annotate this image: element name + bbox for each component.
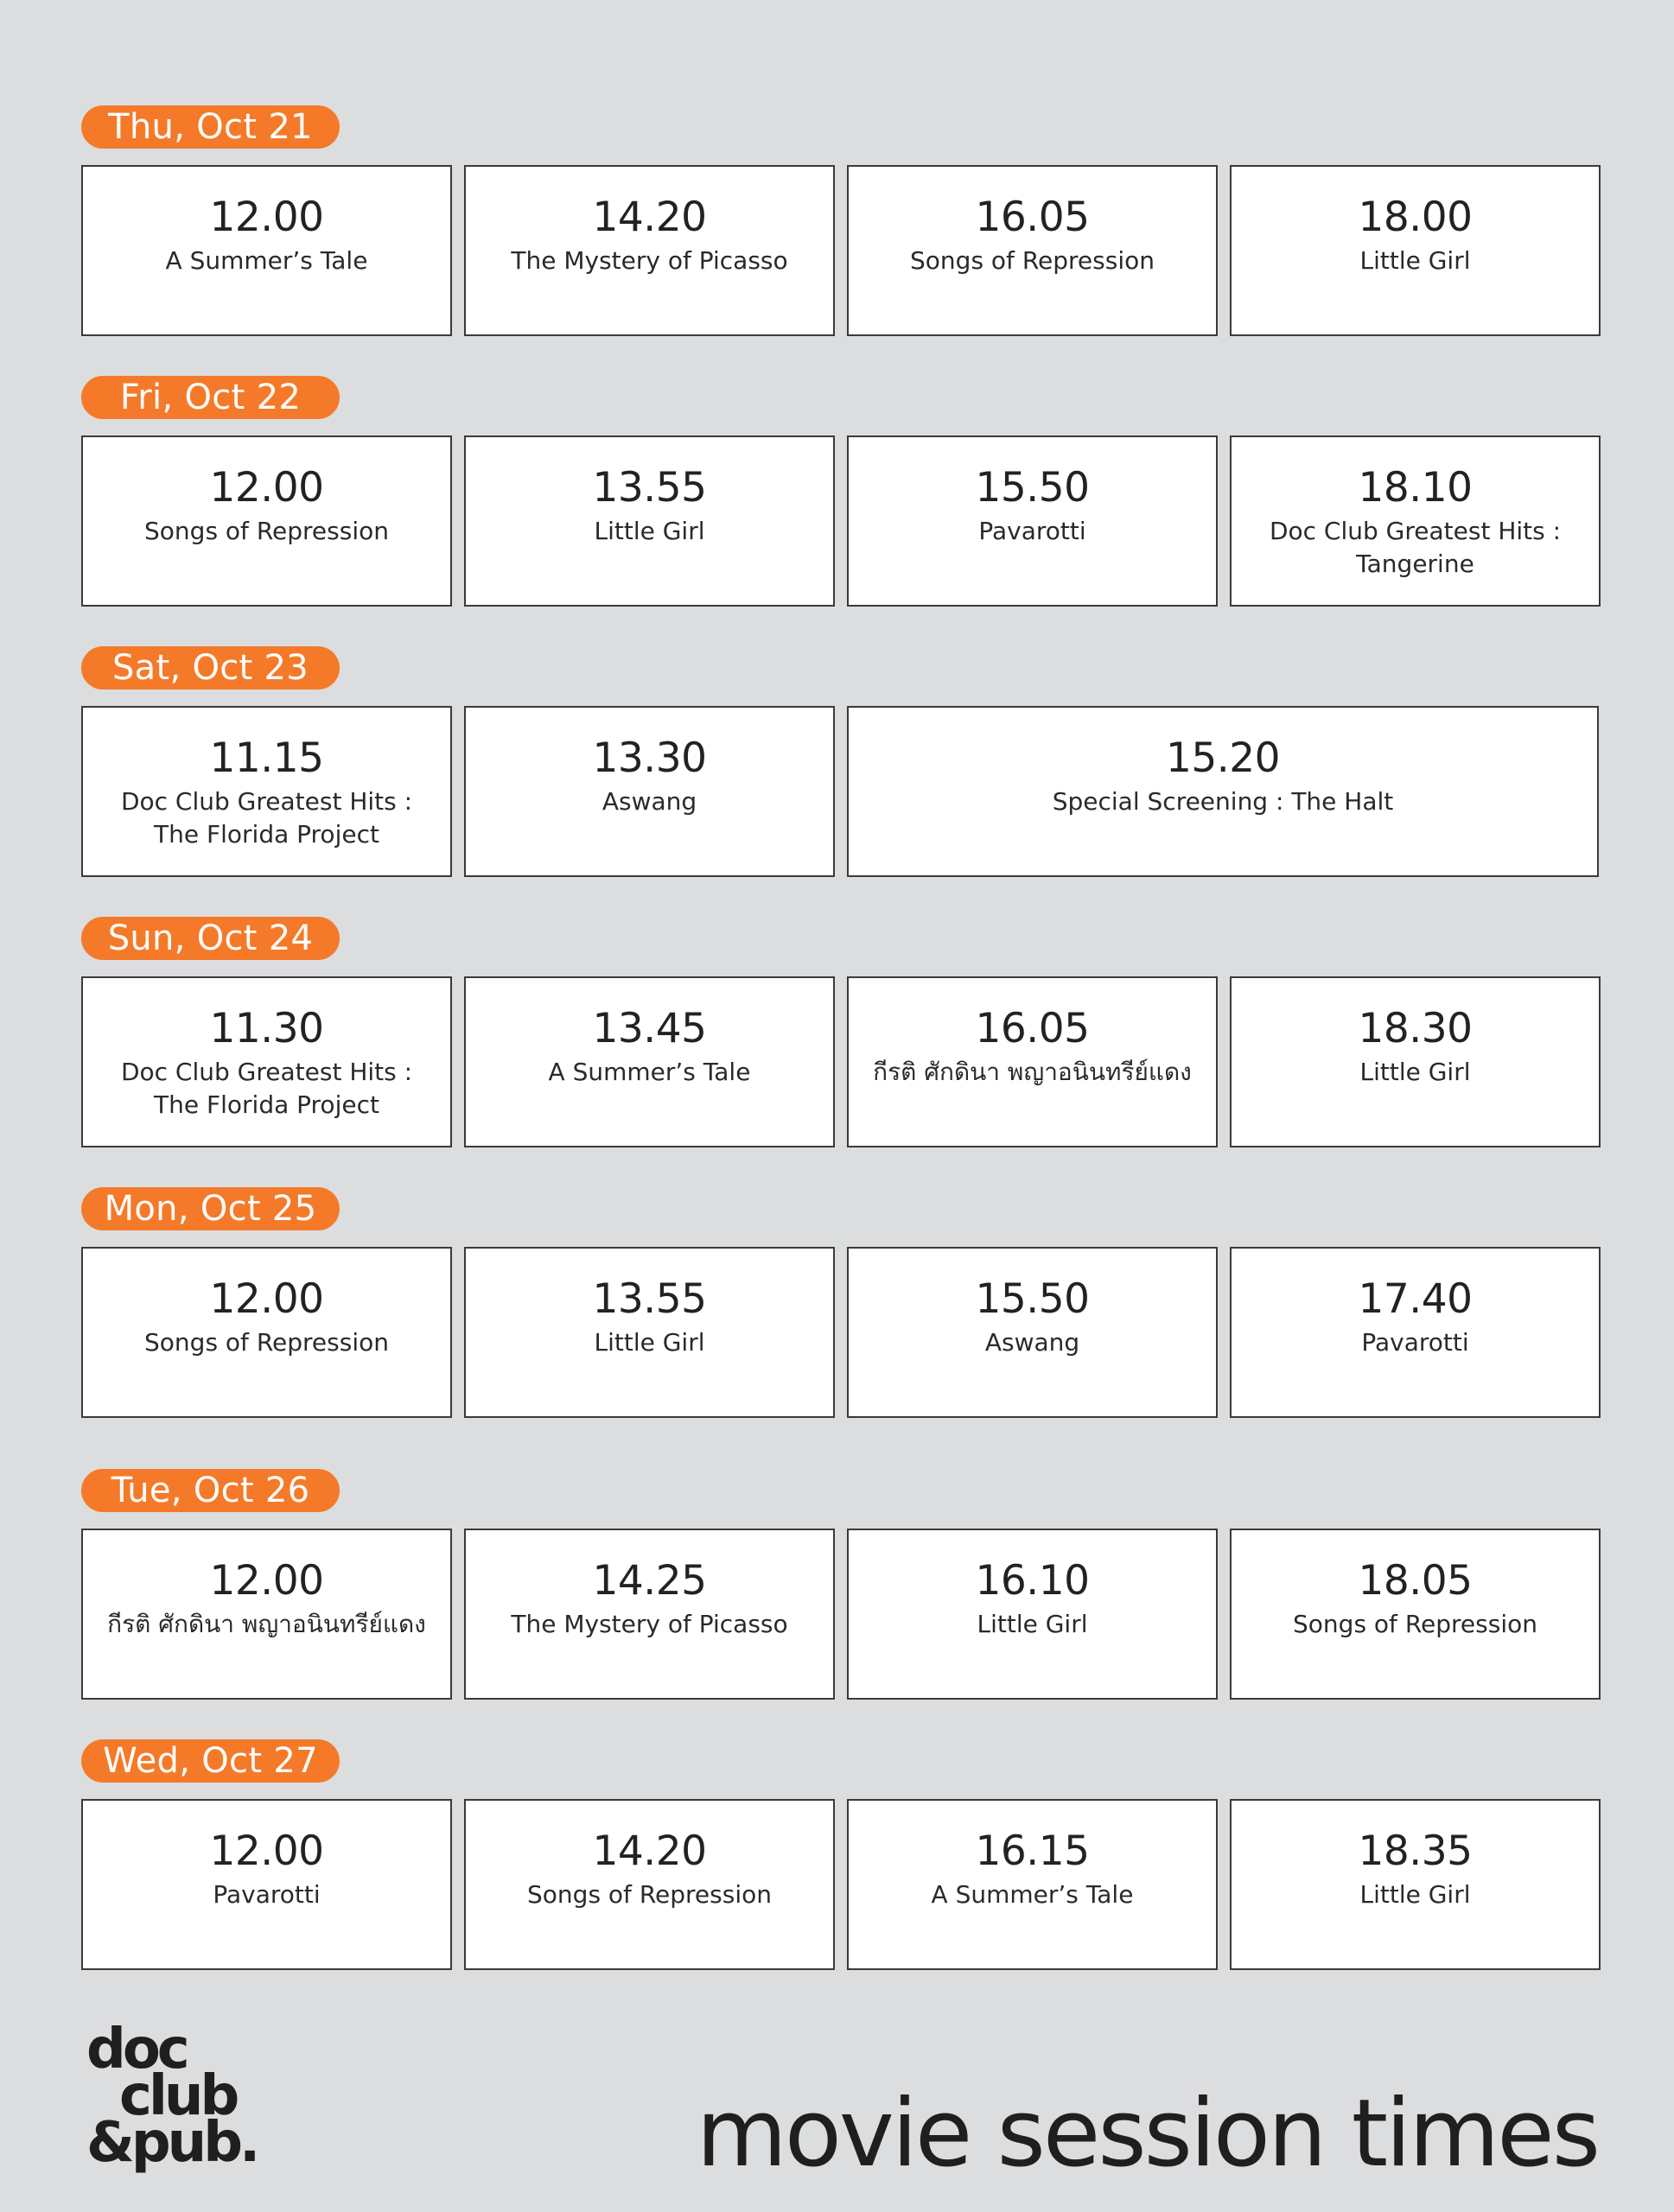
- page-title: movie session times: [696, 2080, 1598, 2188]
- session-time: 18.10: [1358, 464, 1473, 512]
- session-time: 11.15: [209, 734, 324, 782]
- session-title: กีรติ ศักดินา พญาอนินทรีย์แดง: [873, 1058, 1192, 1086]
- session-cell[interactable]: [464, 706, 835, 877]
- session-time: 12.00: [209, 1557, 324, 1605]
- session-cell[interactable]: [847, 976, 1218, 1147]
- session-cell[interactable]: [847, 435, 1218, 607]
- session-time: 15.50: [975, 1275, 1090, 1323]
- session-title: A Summer’s Tale: [931, 1880, 1134, 1909]
- session-time: 15.20: [1165, 734, 1281, 782]
- session-cell[interactable]: [847, 165, 1218, 336]
- session-time: 12.00: [209, 1827, 324, 1875]
- session-title: Little Girl: [594, 1328, 705, 1357]
- day-label: Tue, Oct 26: [81, 1469, 340, 1512]
- session-time: 16.15: [975, 1827, 1090, 1875]
- session-cell[interactable]: [81, 976, 452, 1147]
- session-title: Special Screening : The Halt: [1052, 787, 1394, 816]
- session-title: Songs of Repression: [144, 517, 389, 545]
- session-title: Aswang: [601, 787, 697, 816]
- session-title: Doc Club Greatest Hits : Tangerine: [1269, 517, 1562, 578]
- session-time: 14.20: [592, 1827, 707, 1875]
- session-title: Songs of Repression: [527, 1880, 772, 1909]
- session-time: 14.25: [592, 1557, 707, 1605]
- doc-club-logo: [86, 2018, 258, 2175]
- session-time: 13.30: [592, 734, 707, 782]
- session-cell[interactable]: [847, 1799, 1218, 1970]
- session-time: 16.05: [975, 194, 1090, 241]
- session-cell[interactable]: [81, 165, 452, 336]
- session-time: 15.50: [975, 464, 1090, 512]
- session-title: Little Girl: [1359, 246, 1471, 275]
- day-label: Fri, Oct 22: [81, 376, 340, 419]
- session-time: 11.30: [209, 1005, 324, 1052]
- session-cell[interactable]: [81, 706, 452, 877]
- session-title: Little Girl: [977, 1610, 1088, 1638]
- session-title: A Summer’s Tale: [165, 246, 368, 275]
- session-time: 12.00: [209, 194, 324, 241]
- logo-line-1: doc: [86, 2018, 187, 2082]
- session-title: Pavarotti: [1361, 1328, 1469, 1357]
- day-label: Sat, Oct 23: [81, 646, 340, 690]
- session-cell[interactable]: [81, 1529, 452, 1700]
- session-cell[interactable]: [1230, 1529, 1601, 1700]
- session-title: Aswang: [984, 1328, 1080, 1357]
- special-session-cell[interactable]: [847, 706, 1599, 877]
- session-time: 13.45: [592, 1005, 707, 1052]
- session-cell[interactable]: [464, 165, 835, 336]
- session-title: The Mystery of Picasso: [511, 1610, 788, 1638]
- session-cell[interactable]: [1230, 435, 1601, 607]
- session-time: 16.10: [975, 1557, 1090, 1605]
- session-title: A Summer’s Tale: [548, 1058, 751, 1086]
- session-time: 17.40: [1358, 1275, 1473, 1323]
- logo-line-2: club: [119, 2064, 237, 2128]
- session-cell[interactable]: [464, 1529, 835, 1700]
- session-cell[interactable]: [81, 1799, 452, 1970]
- session-time: 13.55: [592, 464, 707, 512]
- session-title: The Mystery of Picasso: [511, 246, 788, 275]
- session-cell[interactable]: [81, 435, 452, 607]
- session-time: 14.20: [592, 194, 707, 241]
- session-title: กีรติ ศักดินา พญาอนินทรีย์แดง: [107, 1610, 426, 1638]
- session-title: Doc Club Greatest Hits : The Florida Project: [120, 787, 413, 849]
- session-title: Doc Club Greatest Hits : The Florida Project: [120, 1058, 413, 1119]
- session-title: Little Girl: [594, 517, 705, 545]
- session-time: 16.05: [975, 1005, 1090, 1052]
- day-label: Mon, Oct 25: [81, 1187, 340, 1230]
- session-cell[interactable]: [464, 976, 835, 1147]
- session-cell[interactable]: [1230, 976, 1601, 1147]
- session-title: Songs of Repression: [910, 246, 1155, 275]
- session-cell[interactable]: [1230, 165, 1601, 336]
- session-title: Songs of Repression: [1293, 1610, 1537, 1638]
- session-cell[interactable]: [81, 1247, 452, 1418]
- session-time: 13.55: [592, 1275, 707, 1323]
- session-time: 18.30: [1358, 1005, 1473, 1052]
- session-time: 12.00: [209, 464, 324, 512]
- session-time: 18.05: [1358, 1557, 1473, 1605]
- session-time: 12.00: [209, 1275, 324, 1323]
- session-time: 18.00: [1358, 194, 1473, 241]
- session-title: Pavarotti: [213, 1880, 321, 1909]
- session-title: Little Girl: [1359, 1058, 1471, 1086]
- session-title: Little Girl: [1359, 1880, 1471, 1909]
- session-cell[interactable]: [847, 1529, 1218, 1700]
- day-label: Thu, Oct 21: [81, 105, 340, 149]
- session-cell[interactable]: [464, 1247, 835, 1418]
- day-label: Wed, Oct 27: [81, 1739, 340, 1783]
- session-cell[interactable]: [464, 435, 835, 607]
- session-cell[interactable]: [1230, 1247, 1601, 1418]
- session-cell[interactable]: [847, 1247, 1218, 1418]
- session-title: Pavarotti: [978, 517, 1086, 545]
- day-label: Sun, Oct 24: [81, 917, 340, 960]
- session-cell[interactable]: [464, 1799, 835, 1970]
- session-cell[interactable]: [1230, 1799, 1601, 1970]
- session-title: Songs of Repression: [144, 1328, 389, 1357]
- logo-line-3: &pub.: [86, 2111, 258, 2175]
- session-time: 18.35: [1358, 1827, 1473, 1875]
